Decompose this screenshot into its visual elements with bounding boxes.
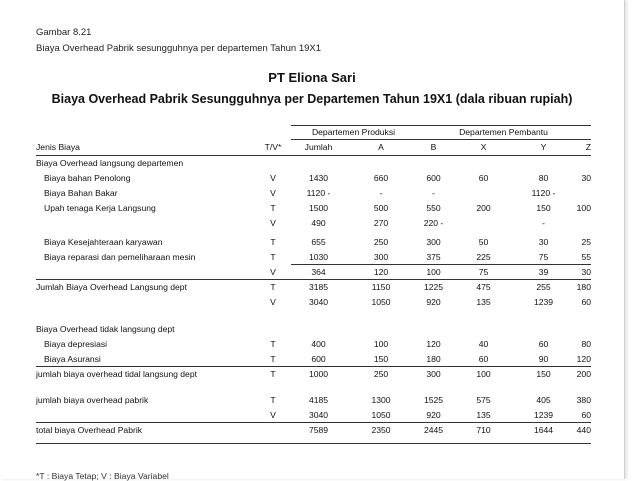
header-x: X bbox=[480, 142, 487, 152]
cell-jumlah: 1030 bbox=[308, 252, 329, 262]
cell-jumlah: 3040 bbox=[308, 297, 329, 307]
cell-y: 80 bbox=[538, 173, 549, 183]
cell-z: 120 bbox=[576, 354, 591, 364]
table-row bbox=[36, 393, 591, 408]
cell-jumlah: 364 bbox=[311, 267, 326, 277]
cell-a: 250 bbox=[373, 369, 389, 379]
cell-b: 600 bbox=[426, 173, 441, 183]
cell-z: 30 bbox=[581, 267, 591, 277]
row-rule bbox=[36, 366, 591, 367]
cell-b: 220 - bbox=[423, 218, 444, 228]
cell-y: 30 bbox=[538, 237, 549, 247]
figure-number: Gambar 8.21 bbox=[36, 27, 92, 38]
cell-y: 75 bbox=[538, 252, 549, 262]
cell-b: 180 bbox=[426, 354, 441, 364]
row-tv: T bbox=[270, 282, 276, 292]
table-row bbox=[36, 201, 591, 216]
header-jumlah: Jumlah bbox=[304, 142, 333, 152]
row-tv: T bbox=[270, 354, 276, 364]
cell-b: 120 bbox=[426, 339, 441, 349]
cell-y: 1644 bbox=[533, 425, 554, 435]
row-tv: T bbox=[270, 203, 276, 213]
cell-y: 255 bbox=[536, 282, 551, 292]
cell-a: 660 bbox=[373, 173, 389, 183]
cell-b: 375 bbox=[426, 252, 441, 262]
table-row bbox=[36, 408, 591, 423]
table-row bbox=[36, 280, 591, 295]
row-tv: V bbox=[270, 173, 276, 183]
cell-jumlah: 655 bbox=[311, 237, 326, 247]
cell-z: 60 bbox=[581, 297, 591, 307]
cell-b: 300 bbox=[426, 369, 441, 379]
table-row bbox=[36, 367, 591, 382]
row-tv: T bbox=[270, 339, 276, 349]
table-title: Biaya Overhead Pabrik Sesungguhnya per Departemen Tahun 19X1 (dala ribuan rupiah) bbox=[51, 92, 573, 106]
table-bottom-rule bbox=[36, 443, 591, 444]
row-tv: V bbox=[270, 218, 276, 228]
cell-z: 180 bbox=[576, 282, 591, 292]
cell-jumlah: 1500 bbox=[308, 203, 329, 213]
cell-a: 270 bbox=[373, 218, 389, 228]
cell-a: 1050 bbox=[371, 297, 391, 307]
company-title: PT Eliona Sari bbox=[268, 70, 356, 85]
cell-jumlah: 400 bbox=[311, 339, 326, 349]
row-tv: T bbox=[270, 237, 276, 247]
cell-z: 440 bbox=[576, 425, 591, 435]
cell-y: 90 bbox=[538, 354, 549, 364]
table-row bbox=[36, 337, 591, 352]
cell-b: 920 bbox=[426, 410, 441, 420]
cell-a: 120 bbox=[373, 267, 389, 277]
row-label: jumlah biaya overhead tidal langsung dept bbox=[36, 369, 198, 379]
cell-jumlah: 1000 bbox=[308, 369, 329, 379]
row-label: Biaya reparasi dan pemeliharaan mesin bbox=[44, 252, 196, 262]
row-label: jumlah biaya overhead pabrik bbox=[36, 395, 149, 405]
header-a: A bbox=[378, 142, 384, 152]
cell-a: 300 bbox=[373, 252, 389, 262]
cell-x: 135 bbox=[476, 297, 491, 307]
cell-jumlah: 600 bbox=[311, 354, 326, 364]
cell-z: 380 bbox=[576, 395, 591, 405]
cell-z: 60 bbox=[581, 410, 591, 420]
cell-a: 150 bbox=[373, 354, 389, 364]
cell-b: 300 bbox=[426, 237, 441, 247]
cell-jumlah: 3185 bbox=[308, 282, 329, 292]
cell-z: 80 bbox=[581, 339, 591, 349]
cell-x: 225 bbox=[476, 252, 491, 262]
row-label: Jumlah Biaya Overhead Langsung dept bbox=[36, 282, 187, 292]
group-produksi: Departemen Produksi bbox=[311, 127, 396, 137]
header-tv: T/V* bbox=[264, 142, 282, 152]
cell-b: 1225 bbox=[423, 282, 444, 292]
cell-z: 25 bbox=[581, 237, 591, 247]
table-row bbox=[36, 171, 591, 186]
column-header-row bbox=[36, 140, 591, 155]
cell-jumlah: 1430 bbox=[308, 173, 329, 183]
cell-y: 1120 - bbox=[531, 188, 556, 198]
cell-x: 200 bbox=[476, 203, 491, 213]
cell-a: 1150 bbox=[371, 282, 391, 292]
table-row bbox=[36, 295, 591, 310]
row-rule bbox=[36, 279, 591, 280]
table-row bbox=[36, 265, 591, 280]
header-b: B bbox=[430, 142, 437, 152]
cell-y: 1239 bbox=[533, 410, 554, 420]
row-tv: V bbox=[270, 188, 276, 198]
cell-b: - bbox=[432, 188, 435, 198]
cell-x: 40 bbox=[478, 339, 489, 349]
cell-a: 250 bbox=[373, 237, 389, 247]
cell-b: 920 bbox=[426, 297, 441, 307]
cell-x: 575 bbox=[476, 395, 491, 405]
table-row bbox=[36, 216, 591, 231]
cell-y: 39 bbox=[538, 267, 549, 277]
cell-jumlah: 3040 bbox=[308, 410, 329, 420]
cell-x: 50 bbox=[478, 237, 489, 247]
row-label: Biaya Asuransi bbox=[44, 354, 101, 364]
cell-a: 100 bbox=[373, 339, 389, 349]
cell-x: 100 bbox=[476, 369, 491, 379]
row-label: Biaya bahan Penolong bbox=[44, 173, 131, 183]
cell-a: 1050 bbox=[371, 410, 391, 420]
cell-x: 60 bbox=[478, 173, 489, 183]
cell-a: 2350 bbox=[371, 425, 391, 435]
cell-z: 30 bbox=[581, 173, 591, 183]
cell-a: 1300 bbox=[371, 395, 391, 405]
row-label: Biaya Overhead langsung departemen bbox=[36, 158, 184, 168]
cell-b: 1525 bbox=[423, 395, 444, 405]
cell-x: 475 bbox=[476, 282, 491, 292]
row-tv: T bbox=[270, 369, 276, 379]
row-rule bbox=[291, 264, 591, 265]
table-row bbox=[36, 423, 591, 438]
cell-b: 550 bbox=[426, 203, 441, 213]
cell-y: 150 bbox=[536, 203, 551, 213]
row-label: Biaya Kesejahteraan karyawan bbox=[44, 237, 163, 247]
cell-x: 75 bbox=[478, 267, 489, 277]
header-jenis-biaya: Jenis Biaya bbox=[36, 142, 80, 152]
group-header-row bbox=[36, 125, 591, 140]
cell-jumlah: 7589 bbox=[308, 425, 329, 435]
cell-b: 100 bbox=[426, 267, 441, 277]
cell-z: 100 bbox=[576, 203, 591, 213]
figure-caption: Biaya Overhead Pabrik sesungguhnya per departemen Tahun 19X1 bbox=[36, 43, 322, 54]
footnote: *T : Biaya Tetap; V : Biaya Variabel bbox=[36, 471, 169, 481]
row-tv: T bbox=[270, 395, 276, 405]
cell-a: - bbox=[379, 188, 383, 198]
cell-y: - bbox=[542, 218, 545, 228]
cell-y: 60 bbox=[538, 339, 549, 349]
table-row bbox=[36, 235, 591, 250]
table-row bbox=[36, 186, 591, 201]
header-z: Z bbox=[585, 142, 591, 152]
table-row bbox=[36, 352, 591, 367]
cell-jumlah: 490 bbox=[311, 218, 326, 228]
row-label: Biaya Bahan Bakar bbox=[44, 188, 118, 198]
table-row bbox=[36, 322, 591, 337]
header-y: Y bbox=[540, 142, 547, 152]
row-tv: V bbox=[270, 410, 276, 420]
cell-y: 1239 bbox=[533, 297, 554, 307]
row-label: Upah tenaga Kerja Langsung bbox=[44, 203, 156, 213]
cell-z: 55 bbox=[581, 252, 591, 262]
cell-a: 500 bbox=[373, 203, 389, 213]
cell-x: 135 bbox=[476, 410, 491, 420]
row-tv: V bbox=[270, 267, 276, 277]
row-tv: T bbox=[270, 252, 276, 262]
row-label: total biaya Overhead Pabrik bbox=[36, 425, 143, 435]
group-pembantu: Departemen Pembantu bbox=[459, 127, 548, 137]
row-rule bbox=[36, 422, 591, 423]
cell-jumlah: 1120 - bbox=[306, 188, 331, 198]
cell-y: 150 bbox=[536, 369, 551, 379]
cell-b: 2445 bbox=[423, 425, 444, 435]
table-row bbox=[36, 250, 591, 265]
cell-y: 405 bbox=[536, 395, 551, 405]
cell-x: 710 bbox=[476, 425, 491, 435]
table-row bbox=[36, 156, 591, 171]
row-label: Biaya Overhead tidak langsung dept bbox=[36, 324, 175, 334]
cell-jumlah: 4185 bbox=[308, 395, 329, 405]
cell-z: 200 bbox=[576, 369, 591, 379]
cell-x: 60 bbox=[478, 354, 489, 364]
row-tv: V bbox=[270, 297, 276, 307]
row-label: Biaya depresiasi bbox=[44, 339, 108, 349]
